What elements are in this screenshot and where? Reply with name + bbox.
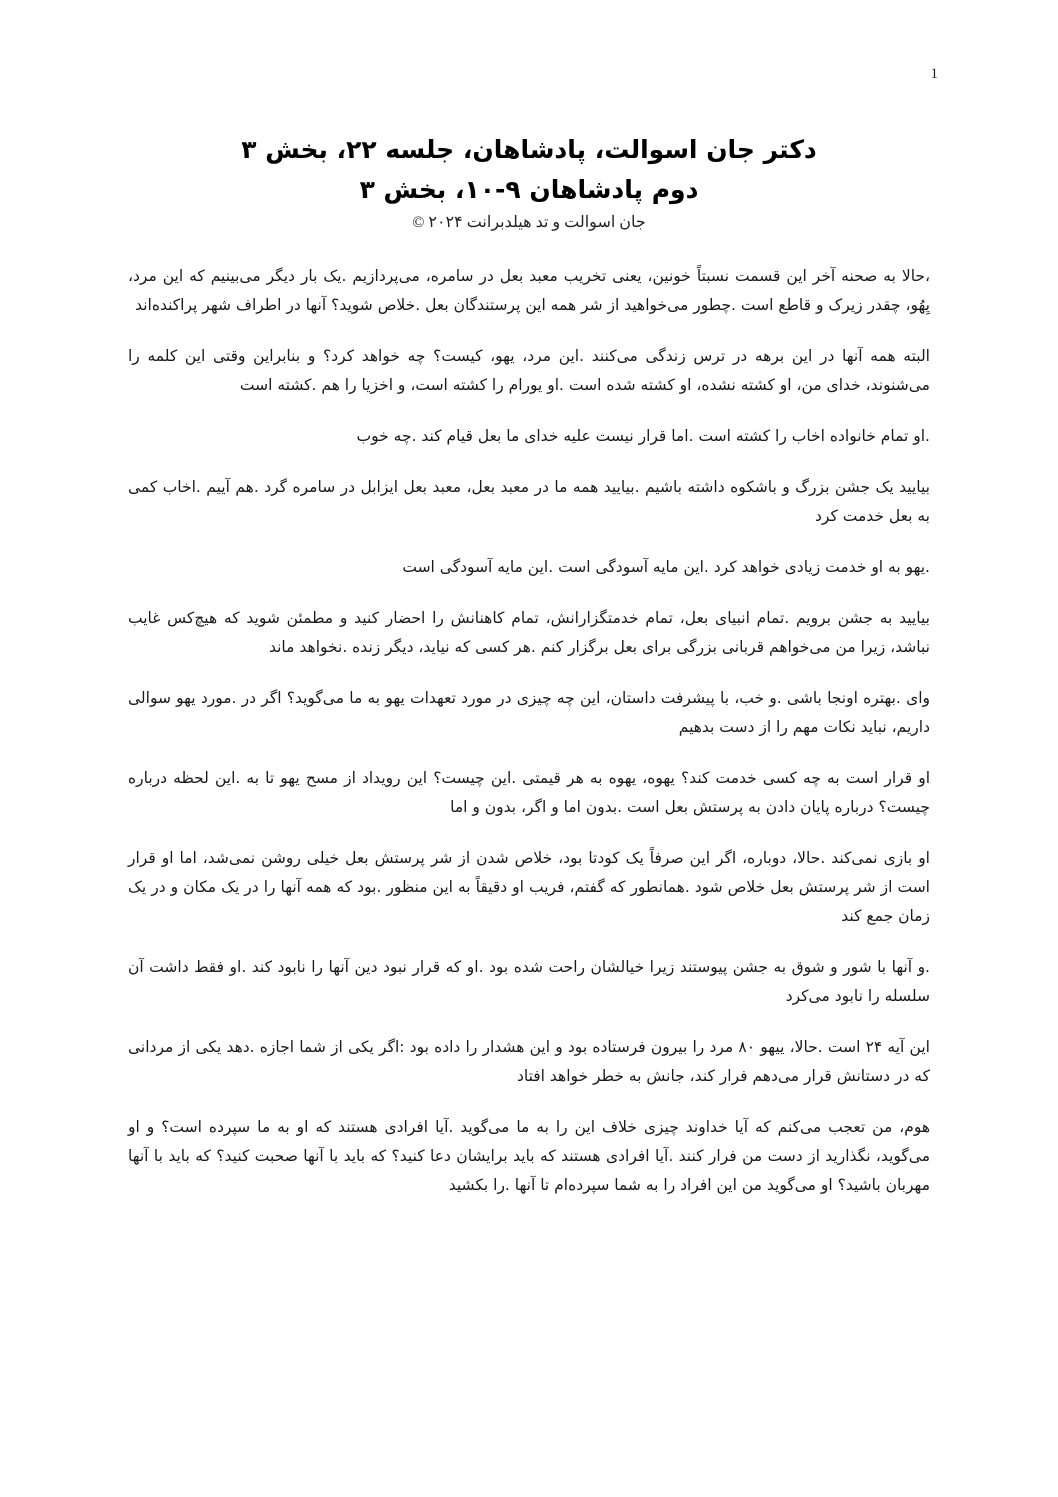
paragraph: .یهو به او خدمت زیادی خواهد کرد .این مایه آسودگی است .این مایه آسودگی است <box>402 558 930 576</box>
copyright-line: جان اسوالت و تد هیلدبرانت ۲۰۲۴ © <box>412 214 646 231</box>
paragraph: این آیه ۲۴ است .حالا، ییهو ۸۰ مرد را بیرون فرستاده بود و این هشدار را داده بود :اگر یکی از شما اجازه .دهد یکی از مردانی که در دستانش قرار می‌دهم فرار کند، جانش به خطر خواهد افتاد <box>128 1038 930 1085</box>
title-line-2: دوم پادشاهان ۹-۱۰، بخش ۳ <box>359 175 699 204</box>
paragraph: بیایید به جشن برویم .تمام انبیای بعل، تمام خدمتگزارانش، تمام کاهنانش را احضار کنید و مطمئن شوید که هیچ‌کس غایب نباشد، زیرا من می‌خواهم قربانی بزرگی برای بعل برگزار کنم .هر کسی که نیاید، دیگر زنده .نخواهد ماند <box>128 609 930 656</box>
paragraph: او بازی نمی‌کند .حالا، دوباره، اگر این صرفاً یک کودتا بود، خلاص شدن از شر پرستش بعل خیلی روشن نمی‌شد، اما او قرار است از شر پرستش بعل خلاص شود .همانطور که گفتم، فریب او دقیقاً به این منظور .بود که همه آنها را در یک مکان و در یک زمان جمع کند <box>128 849 930 925</box>
document-header <box>128 130 930 234</box>
document-body <box>128 262 930 1222</box>
paragraph: او قرار است به چه کسی خدمت کند؟ یهوه، یهوه به هر قیمتی .این چیست؟ این رویداد از مسح یهو تا به .این لحظه درباره چیست؟ درباره پایان دادن به پرستش بعل است .بدون اما و اگر، بدون و اما <box>128 769 930 816</box>
paragraph: البته همه آنها در این برهه در ترس زندگی می‌کنند .این مرد، یهو، کیست؟ چه خواهد کرد؟ و بنابراین وقتی این کلمه را می‌شنوند، خدای من، او کشته نشده، او کشته شده است .او یورام را کشته است، و اخزیا را هم .کشته است <box>128 347 930 394</box>
paragraph: بیایید یک جشن بزرگ و باشکوه داشته باشیم .بیایید همه ما در معبد بعل، معبد بعل ایزابل در سامره گرد .هم آییم .اخاب کمی به بعل خدمت کرد <box>128 478 930 525</box>
page-number: 1 <box>930 66 938 82</box>
paragraph: هوم، من تعجب می‌کنم که آیا خداوند چیزی خلاف این را به ما می‌گوید .آیا افرادی هستند که او به ما سپرده است؟ و او می‌گوید، نگذارید از دست من فرار کنند .آیا افرادی هستند که باید برایشان دعا کنید؟ که باید با آنها صحبت کنید؟ که باید با آنها مهربان باشید؟ او می‌گوید من این افراد را به شما سپرده‌ام تا آنها .را بکشید <box>128 1118 930 1194</box>
title-line-1: دکتر جان اسوالت، پادشاهان، جلسه ۲۲، بخش ۳ <box>241 135 817 164</box>
paragraph: .و آنها با شور و شوق به جشن پیوستند زیرا خیالشان راحت شده بود .او که قرار نبود دین آنها را نابود کند .او فقط داشت آن سلسله را نابود می‌کرد <box>128 958 930 1005</box>
paragraph: .او تمام خانواده اخاب را کشته است .اما قرار نیست علیه خدای ما بعل قیام کند .چه خوب <box>356 427 930 445</box>
paragraph: وای .بهتره اونجا باشی .و خب، با پیشرفت داستان، این چه چیزی در مورد تعهدات یهو به ما می‌گوید؟ اگر در .مورد یهو سوالی داریم، نباید نکات مهم را از دست بدهیم <box>128 689 930 736</box>
paragraph: ،حالا به صحنه آخر این قسمت نسبتاً خونین، یعنی تخریب معبد بعل در سامره، می‌پردازیم .یک بار دیگر می‌بینیم که این مرد، یِهُو، چقدر زیرک و قاطع است .چطور می‌خواهید از شر همه این پرستندگان بعل .خلاص شوید؟ آنها در اطراف شهر پراکنده‌اند <box>128 267 930 314</box>
